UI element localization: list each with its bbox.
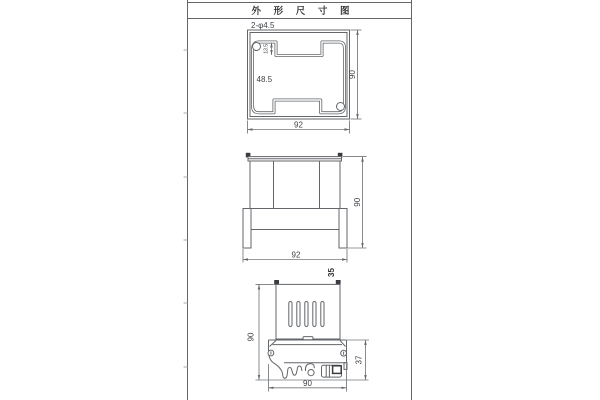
front-view-body: [250, 161, 340, 209]
dim-inner-height: 48.5: [256, 75, 273, 84]
top-width-dimension: [248, 121, 350, 134]
clip-spring: [283, 366, 302, 378]
front-width-dimension: [243, 249, 347, 263]
front-view: [243, 153, 367, 277]
top-view: [248, 21, 362, 134]
mounting-hole-bottom-right: [337, 103, 345, 111]
fold-ticks: [184, 50, 188, 367]
clip-pivot-hole: [308, 370, 314, 376]
side-base-dimension: [347, 340, 369, 380]
side-view: [247, 280, 370, 392]
dim-notch-depth: 13.5: [263, 43, 270, 54]
mounting-hole-top-left: [253, 43, 261, 51]
rail-lock-tab: [333, 366, 342, 374]
page-title: 外 形 尺 寸 图: [251, 6, 355, 17]
dim-front-height: 90: [353, 197, 362, 207]
dim-front-width: 92: [291, 250, 301, 260]
dim-side-base-height: 37: [354, 355, 364, 365]
dim-side-width: 90: [303, 378, 312, 388]
terminal-foot-left: [243, 209, 251, 249]
dim-side-height: 90: [246, 332, 256, 342]
terminal-foot-right: [339, 209, 347, 249]
dim-top-width: 92: [294, 120, 303, 130]
release-latch: [303, 337, 313, 340]
dim-front-depth: 35: [327, 268, 336, 277]
din-rail-clip: [283, 363, 347, 378]
dim-top-height: 90: [348, 70, 357, 79]
hole-count-label: 2-φ4.5: [251, 21, 275, 30]
top-height-dimension: [348, 30, 362, 119]
